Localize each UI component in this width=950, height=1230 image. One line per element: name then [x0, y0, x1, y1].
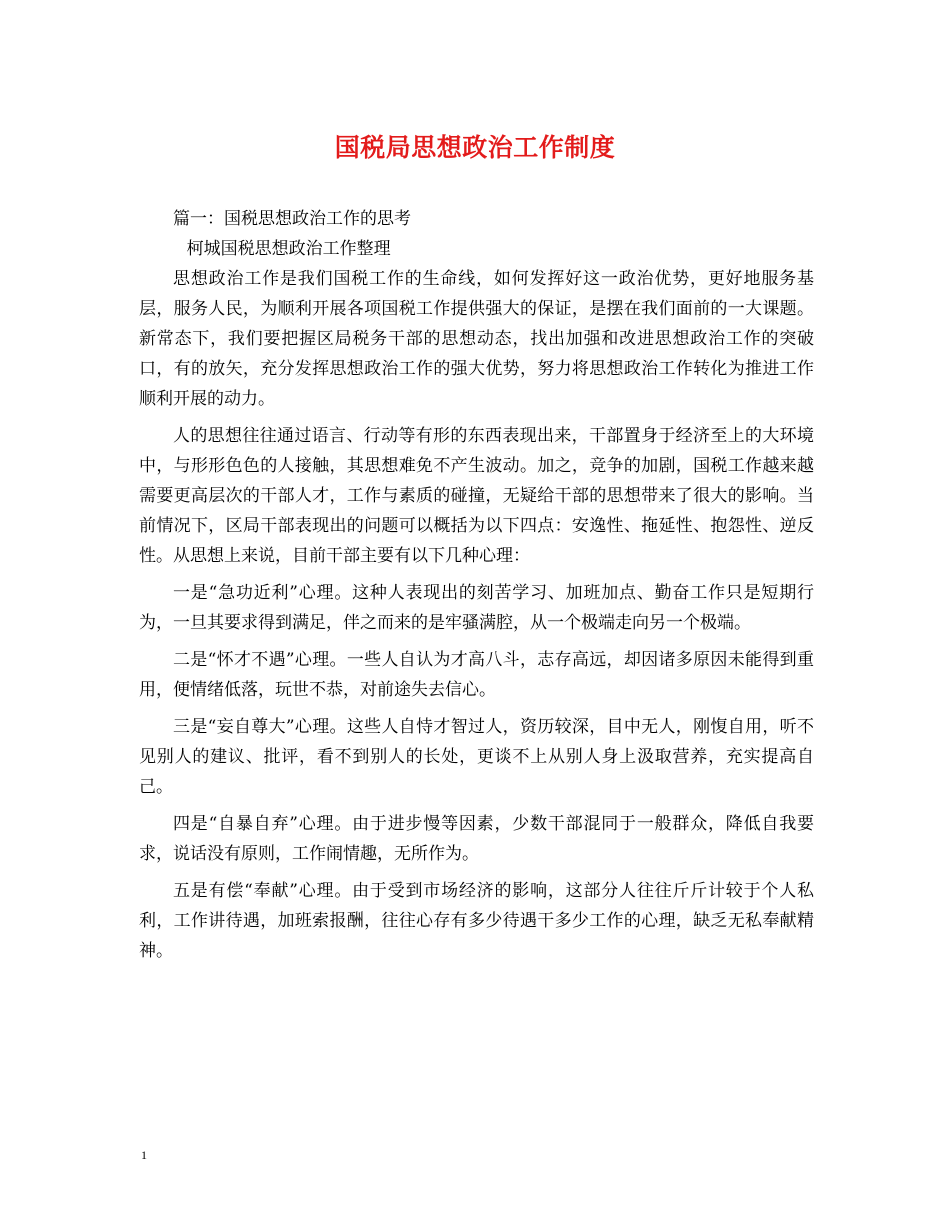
document-body [139, 204, 814, 966]
paragraph-1: 思想政治工作是我们国税工作的生命线，如何发挥好这一政治优势，更好地服务基层，服务人民，为顺利开展各项国税工作提供强大的保证，是摆在我们面前的一大课题。新常态下，我们要把握区局税务干部的思想动态，找出加强和改进思想政治工作的突破口，有的放矢，充分发挥思想政治工作的强大优势，努力将思想政治工作转化为推进工作顺利开展的动力。 [139, 269, 814, 409]
paragraph-5: 三是“妄自尊大”心理。这些人自恃才智过人，资历较深，目中无人，刚愎自用，听不见别人的建议、批评，看不到别人的长处，更谈不上从别人身上汲取营养，充实提高自己。 [139, 717, 814, 797]
paragraph-6: 四是“自暴自弃”心理。由于进步慢等因素，少数干部混同于一般群众，降低自我要求，说话没有原则，工作闹情趣，无所作为。 [139, 814, 814, 864]
paragraph-3: 一是“急功近利”心理。这种人表现出的刻苦学习、加班加点、勤奋工作只是短期行为，一旦其要求得到满足，伴之而来的是牢骚满腔，从一个极端走向另一个极端。 [139, 583, 814, 633]
paragraph-2: 人的思想往往通过语言、行动等有形的东西表现出来，干部置身于经济至上的大环境中，与形形色色的人接触，其思想难免不产生波动。加之，竞争的加剧，国税工作越来越需要更高层次的干部人才，工作与素质的碰撞，无疑给干部的思想带来了很大的影响。当前情况下，区局干部表现出的问题可以概括为以下四点：安逸性、拖延性、抱怨性、逆反性。从思想上来说，目前干部主要有以下几种心理： [139, 426, 814, 566]
document-title: 国税局思想政治工作制度 [334, 133, 616, 162]
section-subheading: 柯城国税思想政治工作整理 [186, 239, 391, 259]
page-number: 1 [141, 1148, 147, 1162]
section-heading: 篇一：国税思想政治工作的思考 [173, 209, 411, 229]
paragraph-4: 二是“怀才不遇”心理。一些人自认为才高八斗，志存高远，却因诸多原因未能得到重用，便情绪低落，玩世不恭，对前途失去信心。 [139, 650, 814, 700]
paragraph-7: 五是有偿“奉献”心理。由于受到市场经济的影响，这部分人往往斤斤计较于个人私利，工作讲待遇，加班索报酬，往往心存有多少待遇干多少工作的心理，缺乏无私奉献精神。 [139, 881, 814, 961]
